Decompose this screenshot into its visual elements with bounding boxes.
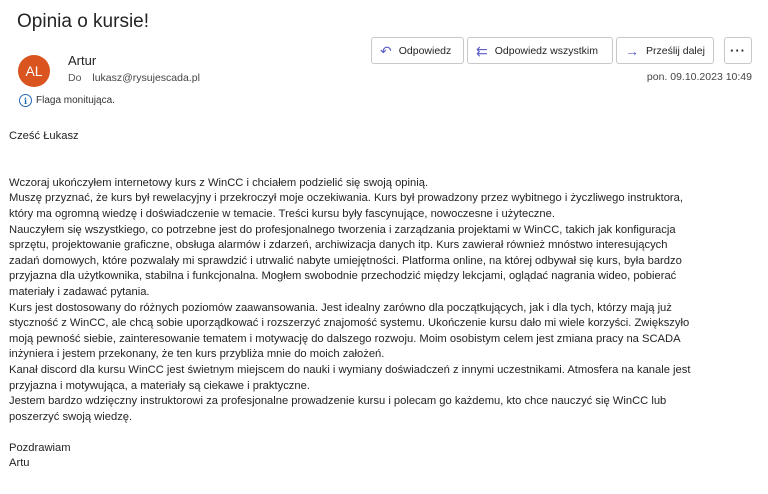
body-line: przyjazna dla użytkownika, stabilna i funkcjonalna. Mogłem swobodnie przechodzić między lekcjami, oglądać nagrania wideo, pobierać: [9, 270, 677, 283]
body-line: Muszę przyznać, że kurs był rewelacyjny i przekroczył moje oczekiwania. Kurs był prowadzony przez wybitnego i życzliwego instruktora,: [9, 192, 683, 205]
signature: Artu: [9, 457, 30, 470]
sent-date: pon. 09.10.2023 10:49: [646, 71, 752, 83]
body-line: Wczoraj ukończyłem internetowy kurs z WinCC i chciałem podzielić się swoją opinią.: [9, 176, 429, 189]
email-body: [9, 129, 761, 472]
info-icon: i: [19, 94, 32, 107]
body-line: Kanał discord dla kursu WinCC jest świetnym miejscem do nauki i wymiany doświadczeń z innymi uczestnikami. Atmosfera na kanale jest: [9, 363, 691, 376]
body-line: Kurs jest dostosowany do różnych poziomów zaawansowania. Jest idealny zarówno dla początkujących, jak i dla tych, którzy mają już: [9, 301, 672, 314]
recipient-address[interactable]: lukasz@rysujescada.pl: [92, 72, 200, 84]
greeting: Cześć Łukasz: [9, 130, 79, 142]
body-line: styczność z WinCC, ale chcą sobie uporządkować i rozszerzyć znajomość systemu. Ukończenie kursu dało mi wiele korzyści. Zwiększyło: [9, 317, 690, 330]
avatar-initials: AL: [25, 63, 43, 79]
sender-name[interactable]: Artur: [68, 53, 97, 68]
body-line: poszerzyć swoją wiedzę.: [9, 410, 133, 423]
flag-text: Flaga monitująca.: [36, 95, 115, 106]
avatar[interactable]: [18, 55, 50, 87]
closing: Pozdrawiam: [9, 441, 71, 454]
forward-icon: →: [625, 42, 639, 59]
forward-label: Prześlij dalej: [646, 44, 705, 57]
body-line: zadań domowych, które pozwalały mi sprawdzić i utrwalić nabyte umiejętności. Platforma online, na której odbywał się kurs, była bardzo: [9, 254, 682, 267]
reply-all-label: Odpowiedz wszystkim: [494, 44, 599, 57]
to-label: Do: [68, 72, 82, 84]
body-line: Jestem bardzo wdzięczny instruktorowi za profesjonalne prowadzenie kursu i polecam go każdemu, kto chce nauczyć się WinCC lub: [9, 395, 667, 408]
body-line: inżyniera i jestem przekonany, że ten kurs przybliża mnie do moich założeń.: [9, 348, 385, 361]
body-line: sprzętu, projektowanie graficzne, obsługa alarmów i zdarzeń, archiwizacja danych itp. Kurs zawierał również mnóstwo interesujących: [9, 239, 668, 252]
body-line: Nauczyłem się wszystkiego, co potrzebne jest do profesjonalnego tworzenia i zarządzania projektami w WinCC, takich jak konfiguracja: [9, 223, 676, 236]
recipient-line: [68, 72, 200, 84]
reply-label: Odpowiedz: [398, 44, 452, 57]
reply-icon: ↶: [380, 42, 392, 59]
email-subject: Opinia o kursie!: [17, 11, 150, 32]
more-actions-button[interactable]: ···: [724, 37, 752, 64]
reply-button[interactable]: [371, 37, 464, 64]
body-line: moją pewność siebie, zainteresowanie tematem i motywację do dalszego rozwoju. Moim osobistym celem jest zmiana pracy na SCADA: [9, 332, 681, 345]
forward-button[interactable]: [616, 37, 714, 64]
body-line: który ma ogromną wiedzę i doświadczenie w temacie. Treści kursu były fascynujące, nowoczesne i użyteczne.: [9, 207, 555, 220]
reply-all-button[interactable]: [467, 37, 613, 64]
body-paragraph: [9, 176, 761, 426]
reply-all-icon: ⇇: [476, 42, 488, 59]
body-line: przyjazna i motywująca, a materiały są ciekawe i praktyczne.: [9, 379, 310, 392]
flag-notice: [19, 94, 115, 107]
body-line: materiały i zadawać pytania.: [9, 285, 150, 298]
